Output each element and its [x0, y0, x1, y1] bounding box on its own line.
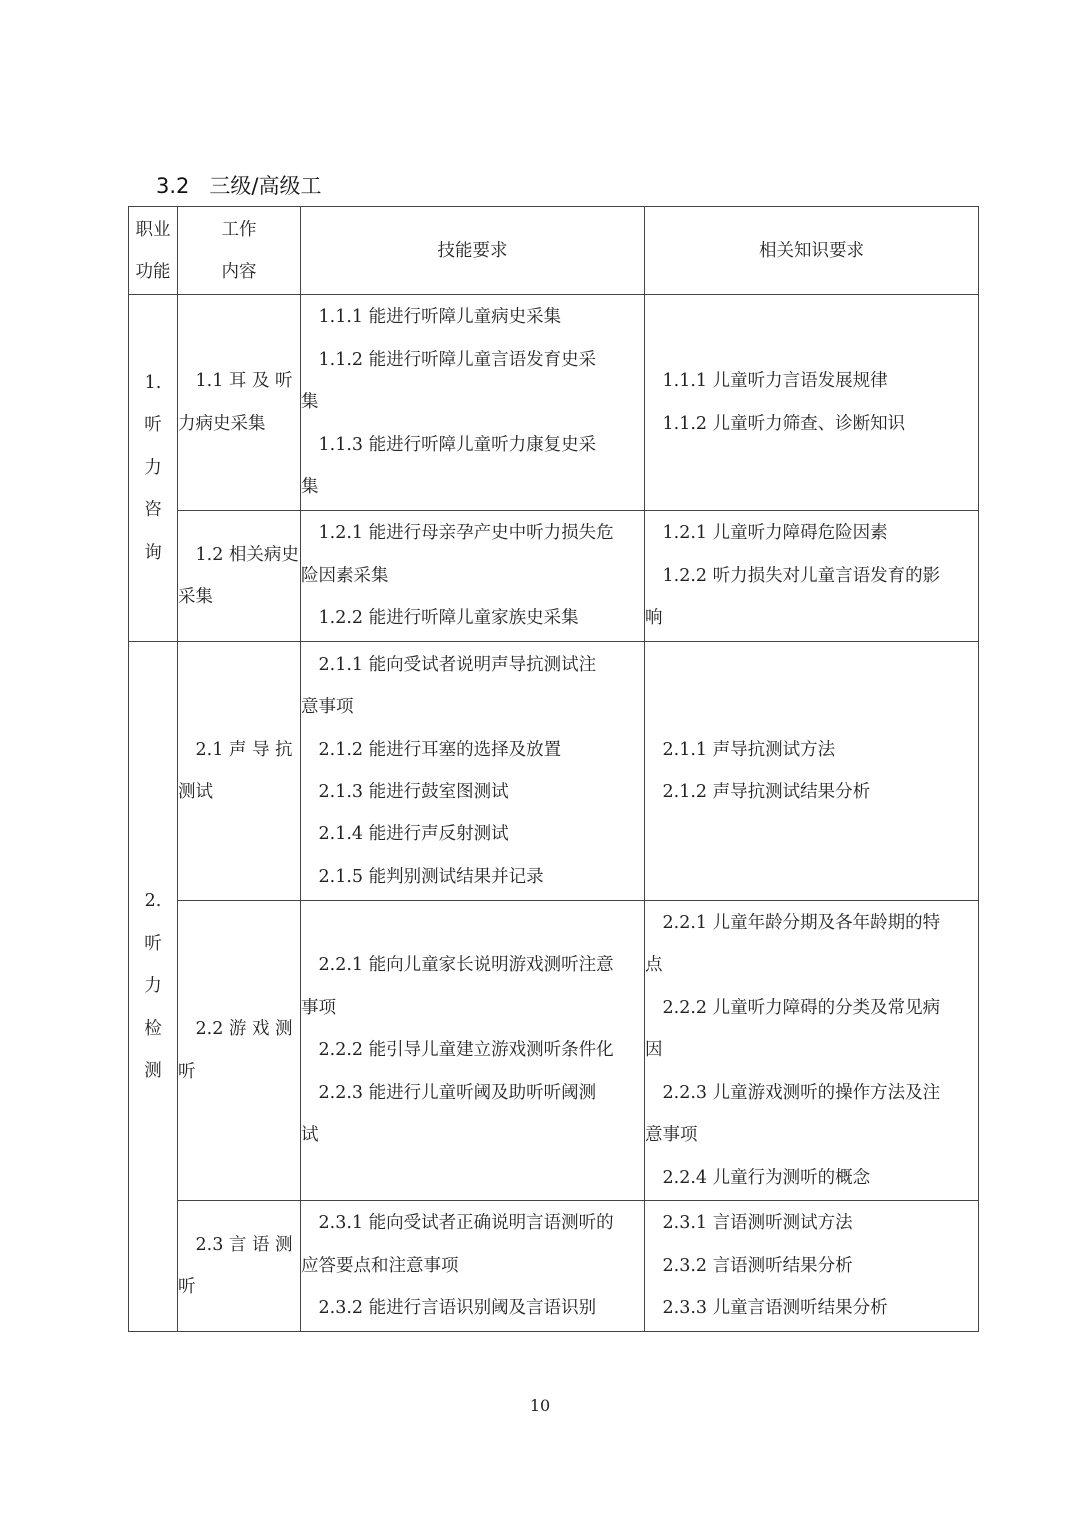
header-work-line: 内容: [221, 261, 257, 282]
function-char: 1.: [144, 372, 162, 393]
knowledge-line: 2.1.2 声导抗测试结果分析: [645, 782, 871, 802]
skill-line: 2.2.3 能进行儿童听阈及助听听阈测: [301, 1082, 597, 1103]
skill-line: 2.2.2 能引导儿童建立游戏测听条件化: [301, 1040, 614, 1061]
knowledge-cell: [645, 1201, 979, 1332]
knowledge-line: 2.3.1 言语测听测试方法: [645, 1213, 853, 1234]
knowledge-line: 响: [645, 608, 663, 629]
work-line: 听: [178, 1061, 196, 1082]
table-row: [129, 295, 979, 511]
knowledge-line: 1.2.2 听力损失对儿童言语发育的影: [645, 565, 941, 586]
knowledge-line: 意事项: [645, 1125, 698, 1146]
work-content-cell: [178, 1201, 301, 1332]
table-row: [129, 642, 979, 901]
work-line: 采集: [178, 587, 213, 607]
skill-line: 2.1.5 能判别测试结果并记录: [301, 866, 544, 887]
skill-cell: [301, 295, 645, 511]
table-row: [129, 1201, 979, 1332]
header-function: [129, 207, 178, 295]
work-content-cell: [178, 642, 301, 901]
knowledge-cell: [645, 901, 979, 1201]
function-char: 力: [144, 976, 162, 997]
work-line: 1.2 相关病史: [178, 544, 299, 565]
work-content-cell: [178, 295, 301, 511]
knowledge-line: 1.1.2 儿童听力筛查、诊断知识: [645, 413, 906, 434]
header-knowledge: 相关知识要求: [645, 207, 979, 295]
skill-line: 集: [301, 477, 319, 498]
skill-line: 1.1.3 能进行听障儿童听力康复史采: [301, 434, 597, 455]
knowledge-line: 2.1.1 声导抗测试方法: [645, 739, 836, 760]
function-char: 2.: [144, 891, 162, 912]
table-row: [129, 901, 979, 1201]
header-function-line: 职业: [135, 219, 171, 240]
skill-line: 2.2.1 能向儿童家长说明游戏测听注意: [301, 955, 614, 976]
skill-line: 1.2.2 能进行听障儿童家族史采集: [301, 608, 579, 629]
knowledge-line: 2.3.2 言语测听结果分析: [645, 1255, 853, 1276]
skill-cell: [301, 1201, 645, 1332]
skill-cell: [301, 511, 645, 642]
knowledge-cell: [645, 642, 979, 901]
function-char: 力: [144, 457, 162, 478]
section-heading: [156, 170, 321, 200]
skill-line: 2.3.1 能向受试者正确说明言语测听的: [301, 1213, 614, 1234]
work-line: 听: [178, 1277, 196, 1297]
work-line: 测试: [178, 782, 213, 802]
knowledge-line: 因: [645, 1040, 663, 1061]
function-cell: [129, 642, 178, 1332]
function-cell: [129, 295, 178, 642]
function-char: 测: [144, 1061, 162, 1082]
table-header-row: [129, 207, 979, 295]
skill-line: 1.2.1 能进行母亲孕产史中听力损失危: [301, 523, 614, 544]
skill-cell: [301, 901, 645, 1201]
skill-line: 险因素采集: [301, 565, 389, 586]
skill-line: 试: [301, 1125, 319, 1146]
skill-line: 2.1.1 能向受试者说明声导抗测试注: [301, 654, 597, 675]
knowledge-line: 2.3.3 儿童言语测听结果分析: [645, 1298, 888, 1319]
header-skill: 技能要求: [301, 207, 645, 295]
header-work-content: [178, 207, 301, 295]
section-title: 三级/高级工: [209, 174, 322, 198]
work-content-cell: [178, 901, 301, 1201]
knowledge-line: 1.2.1 儿童听力障碍危险因素: [645, 523, 888, 544]
skill-cell: [301, 642, 645, 901]
work-content-cell: [178, 511, 301, 642]
skill-line: 应答要点和注意事项: [301, 1255, 459, 1276]
skill-line: 1.1.1 能进行听障儿童病史采集: [301, 307, 562, 328]
skill-line: 集: [301, 392, 319, 413]
knowledge-line: 2.2.1 儿童年龄分期及各年龄期的特: [645, 913, 941, 934]
skill-requirements-table: [128, 206, 979, 1332]
function-char: 听: [144, 415, 162, 436]
work-line: 2.1 声 导 抗: [178, 739, 293, 760]
work-line: 1.1 耳 及 听: [178, 371, 293, 392]
function-char: 咨: [144, 500, 162, 521]
table-row: [129, 511, 979, 642]
work-line: 2.3 言 语 测: [178, 1234, 293, 1255]
knowledge-line: 2.2.4 儿童行为测听的概念: [645, 1167, 871, 1188]
header-function-line: 功能: [135, 261, 171, 282]
skill-line: 意事项: [301, 697, 354, 718]
knowledge-line: 点: [645, 955, 663, 976]
skill-line: 1.1.2 能进行听障儿童言语发育史采: [301, 349, 597, 370]
skill-line: 事项: [301, 997, 336, 1018]
skill-line: 2.3.2 能进行言语识别阈及言语识别: [301, 1298, 597, 1319]
function-char: 询: [144, 542, 162, 563]
knowledge-line: 2.2.2 儿童听力障碍的分类及常见病: [645, 997, 941, 1018]
work-line: 2.2 游 戏 测: [178, 1019, 293, 1040]
knowledge-cell: [645, 511, 979, 642]
knowledge-line: 1.1.1 儿童听力言语发展规律: [645, 371, 888, 392]
knowledge-cell: [645, 295, 979, 511]
page-number: 10: [529, 1396, 551, 1415]
header-work-line: 工作: [221, 219, 257, 240]
function-char: 听: [144, 933, 162, 954]
skill-line: 2.1.3 能进行鼓室图测试: [301, 782, 509, 802]
section-number: 3.2: [156, 174, 190, 198]
skill-line: 2.1.4 能进行声反射测试: [301, 824, 509, 845]
function-char: 检: [144, 1018, 162, 1039]
skill-line: 2.1.2 能进行耳塞的选择及放置: [301, 739, 562, 760]
work-line: 力病史采集: [178, 413, 266, 434]
knowledge-line: 2.2.3 儿童游戏测听的操作方法及注: [645, 1082, 941, 1103]
